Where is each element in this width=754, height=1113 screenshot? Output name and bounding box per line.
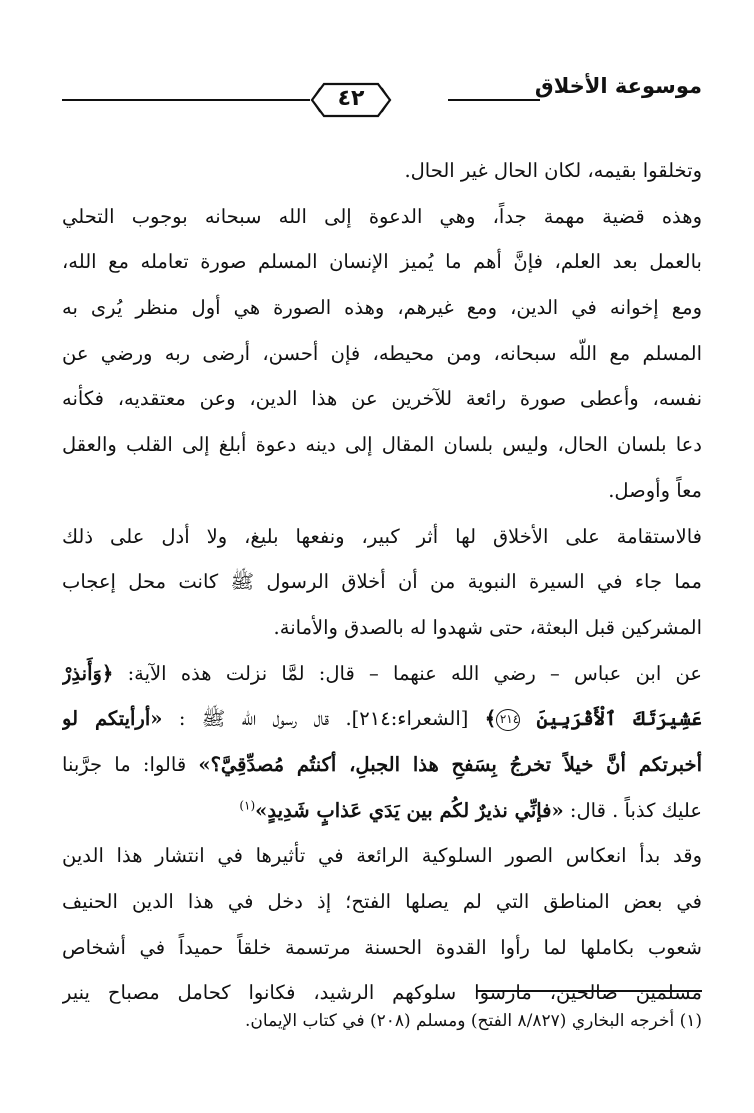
book-title: موسوعة الأخلاق [534, 74, 702, 98]
hadith-narration: عليك كذباً . قال: [569, 798, 702, 822]
hadith-narration: قالوا: ما جرَّبنا [62, 752, 187, 776]
text-line: المسلم مع اللّه سبحانه، ومن محيطه، فإن أحسن، أرضى ربه ورضي عن [62, 341, 702, 365]
text-line: وهذه قضية مهمة جداً، وهي الدعوة إلى الله سبحانه بوجوب التحلي [62, 204, 702, 228]
text-line: شعوب بكاملها لما رأوا القدوة الحسنة مرتسمة خلقاً حميداً في أشخاص [62, 935, 702, 959]
footnote: (١) أخرجه البخاري (٨/٨٢٧ الفتح) ومسلم (٢٠٨) في كتاب الإيمان. [245, 1011, 702, 1031]
hadith-intro: عن ابن عباس – رضي الله عنهما – قال: لمَّا نزلت هذه الآية: [127, 661, 702, 685]
running-header [62, 68, 702, 112]
text-line: نفسه، وأعطى صورة رائعة للآخرين عن هذا الدين، وعن معتقديه، فكأنه [62, 387, 702, 411]
text-line: دعا بلسان الحال، وليس بلسان المقال إلى دينه دعوة أبلغ إلى القلب والعقل [62, 433, 702, 457]
ayah-number: ٢١٤ [496, 709, 520, 731]
hadith-quote: أخبرتكم أنَّ خيلاً تخرجُ بِسَفحِ هذا الجبلِ، أكنتُم مُصدِّقِيَّ؟» [198, 752, 702, 776]
main-text [62, 148, 702, 1016]
hadith-line [62, 651, 702, 697]
header-rule-left [62, 99, 310, 101]
header-rule-right [448, 99, 540, 101]
text-line: معاً وأوصل. [608, 478, 702, 502]
text-line: مسلمين صالحين، مارسوا سلوكهم الرشيد، فكانوا كحامل مصباح ينير [62, 981, 702, 1005]
quran-verse: ﴿وَأَنذِرْ [62, 661, 114, 685]
text-line: المشركين قبل البعثة، حتى شهدوا له بالصدق والأمانة. [273, 615, 702, 639]
footnote-marker: (١) [239, 798, 256, 813]
hadith-quote: «فإنِّي نذيرٌ لكُم بين يَدَي عَذابٍ شَدِيدٍ» [255, 798, 564, 822]
text-line: بالعمل بعد العلم، فإنَّ أهم ما يُميز الإنسان المسلم صورة تعامله مع الله، [62, 250, 702, 274]
text-line: في بعض المناطق التي لم يصلها الفتح؛ إذ دخل في هذا الدين الحنيف [62, 890, 702, 913]
page-number: ٤٢ [337, 86, 365, 111]
hadith-line [62, 742, 702, 788]
text-line: ومع إخوانه في الدين، ومع غيرهم، وهذه الصورة هي أول منظر يُرى به [62, 296, 702, 320]
hadith-narration: قال رسول الله ﷺ : [178, 707, 330, 731]
page-number-badge [310, 82, 392, 118]
text-line: مما جاء في السيرة النبوية من أن أخلاق الرسول ﷺ كانت محل إعجاب [62, 570, 702, 594]
surah-reference: [الشعراء:٢١٤]. [345, 707, 469, 731]
text-line: وقد بدأ انعكاس الصور السلوكية الرائعة في تأثيرها في انتشار هذا الدين [62, 844, 702, 868]
quran-verse: عَشِيرَتَكَ ٱلْأَقْرَبِينَ [536, 707, 702, 731]
hadith-line [62, 696, 702, 742]
text-line: فالاستقامة على الأخلاق لها أثر كبير، ونفعها بليغ، ولا أدل على ذلك [62, 524, 702, 548]
quran-bracket: ﴾ [484, 707, 497, 731]
footnote-separator [477, 990, 702, 992]
hadith-quote: «أرأيتكم لو [62, 707, 163, 731]
text-line: وتخلقوا بقيمه، لكان الحال غير الحال. [404, 159, 702, 182]
hadith-line [62, 788, 702, 834]
